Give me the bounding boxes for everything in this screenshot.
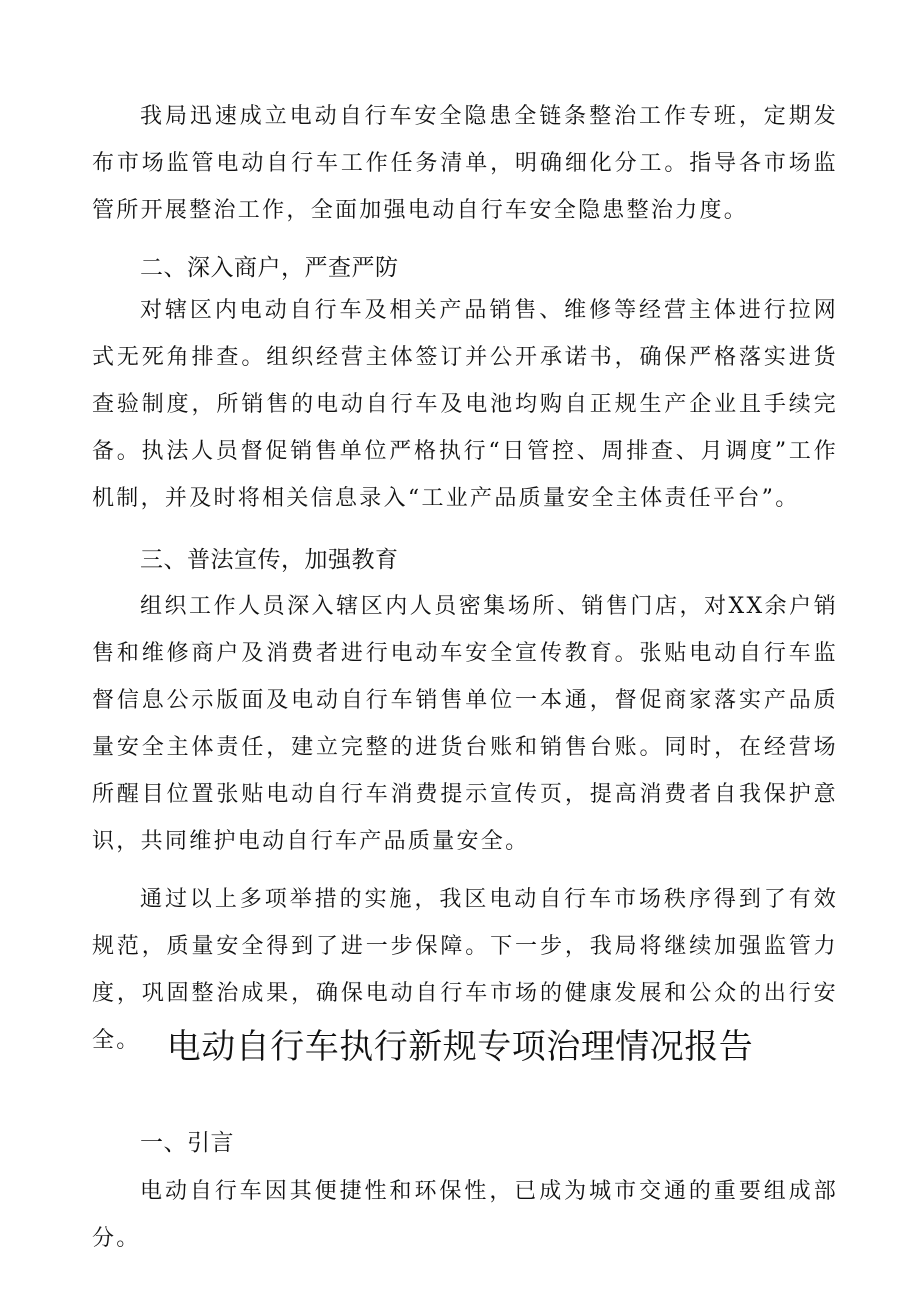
intro-paragraph: 电动自行车因其便捷性和环保性，已成为城市交通的重要组成部分。: [92, 1179, 838, 1251]
section2-heading: 二、深入商户，严查严防: [140, 255, 399, 281]
conclusion-paragraph: 通过以上多项举措的实施，我区电动自行车市场秩序得到了有效规范，质量安全得到了进一步保障。下一步，我局将继续加强监管力度，巩固整治成果，确保电动自行车市场的健康发展和公众的出行安全。: [92, 887, 838, 1053]
section3-paragraph: 组织工作人员深入辖区内人员密集场所、销售门店，对XX余户销售和维修商户及消费者进行电动车安全宣传教育。张贴电动自行车监督信息公示版面及电动自行车销售单位一本通，督促商家落实产品质量安全主体责任，建立完整的进货台账和销售台账。同时，在经营场所醒目位置张贴电动自行车消费提示宣传页，提高消费者自我保护意识，共同维护电动自行车产品质量安全。: [92, 594, 838, 854]
section2-paragraph: 对辖区内电动自行车及相关产品销售、维修等经营主体进行拉网式无死角排查。组织经营主体签订并公开承诺书，确保严格落实进货查验制度，所销售的电动自行车及电池均购自正规生产企业且手续完备。执法人员督促销售单位严格执行“日管控、周排查、月调度”工作机制，并及时将相关信息录入“工业产品质量安全主体责任平台”。: [92, 298, 838, 511]
report-title: 电动自行车执行新规专项治理情况报告: [166, 1027, 754, 1067]
section3-heading: 三、普法宣传，加强教育: [140, 547, 399, 573]
section1-paragraph: 我局迅速成立电动自行车安全隐患全链条整治工作专班，定期发布市场监管电动自行车工作任务清单，明确细化分工。指导各市场监管所开展整治工作，全面加强电动自行车安全隐患整治力度。: [92, 104, 838, 223]
intro-heading: 一、引言: [140, 1130, 234, 1156]
